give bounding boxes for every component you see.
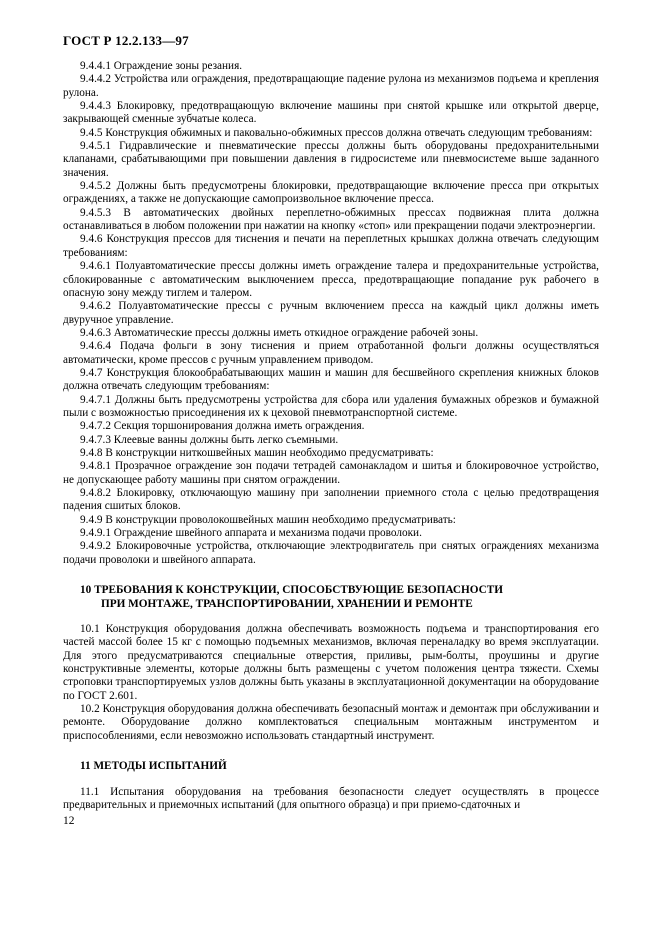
paragraph: 9.4.7.2 Секция торшонирования должна иметь ограждения. bbox=[80, 420, 365, 433]
paragraph: 9.4.8 В конструкции ниткошвейных машин необходимо предусматривать: bbox=[80, 446, 434, 459]
document-header: ГОСТ Р 12.2.133—97 bbox=[63, 33, 189, 48]
section-10-title bbox=[63, 584, 599, 611]
paragraph: 9.4.9 В конструкции проволокошвейных машин необходимо предусматривать: bbox=[80, 513, 456, 526]
paragraph: 9.4.5.2 Должны быть предусмотрены блокировки, предотвращающие включение пресса при открытых ограждениях, а также не допускающие самопроизвольное включение пресса. bbox=[63, 180, 599, 206]
paragraph: 11.1 Испытания оборудования на требования безопасности следует осуществлять в процессе предварительных и приемочных испытаний (для опытного образца) и при приемо-сдаточных и bbox=[63, 785, 599, 811]
paragraph: 9.4.5.3 В автоматических двойных переплетно-обжимных прессах подвижная плита должна останавливаться в любом положении при нажатии на кнопку «стоп» или прекращении подачи электроэнергии. bbox=[63, 206, 599, 233]
section-title-line: 10 ТРЕБОВАНИЯ К КОНСТРУКЦИИ, СПОСОБСТВУЮЩИЕ БЕЗОПАСНОСТИ bbox=[80, 584, 504, 597]
paragraph: 9.4.4.3 Блокировку, предотвращающую включение машины при снятой крышке или открытой дверце, закрывающей сменные зубчатые колеса. bbox=[63, 100, 599, 126]
section-11-title: 11 МЕТОДЫ ИСПЫТАНИЙ bbox=[80, 760, 227, 773]
paragraph: 9.4.7.3 Клеевые ванны должны быть легко съемными. bbox=[80, 433, 339, 446]
paragraph: 9.4.5 Конструкция обжимных и паковально-обжимных прессов должна отвечать следующим требованиям: bbox=[80, 126, 593, 139]
paragraph: 9.4.6 Конструкция прессов для тиснения и печати на переплетных крышках должна отвечать следующим требованиям: bbox=[63, 233, 599, 259]
paragraph: 9.4.4.2 Устройства или ограждения, предотвращающие падение рулона из механизмов подъема и крепления рулона. bbox=[63, 73, 599, 99]
paragraph: 9.4.6.1 Полуавтоматические прессы должны иметь ограждение талера и предохранительные устройства, сблокированные с автоматическим выключением пресса, предотвращающие попадание рук рабочего в опасную зону между тиглем и талером. bbox=[63, 260, 599, 299]
paragraph: 9.4.6.3 Автоматические прессы должны иметь откидное ограждение рабочей зоны. bbox=[80, 326, 479, 339]
section-title-line: ПРИ МОНТАЖЕ, ТРАНСПОРТИРОВАНИИ, ХРАНЕНИИ И РЕМОНТЕ bbox=[101, 597, 473, 610]
page-body bbox=[63, 60, 599, 812]
paragraph: 9.4.9.1 Ограждение швейного аппарата и механизма подачи проволоки. bbox=[80, 527, 422, 540]
paragraph: 9.4.6.4 Подача фольги в зону тиснения и прием отработанной фольги должны осуществляться автоматически, кроме прессов с ручным управлением приводом. bbox=[63, 340, 599, 366]
paragraph: 9.4.9.2 Блокировочные устройства, отключающие электродвигатель при снятых ограждениях механизма подачи проволоки и швейного аппарата. bbox=[63, 540, 599, 566]
paragraph: 10.2 Конструкция оборудования должна обеспечивать безопасный монтаж и демонтаж при обслуживании и ремонте. Оборудование должно комплектоваться специальным монтажным инструментом и приспособлениями, если невозможно использовать стандартный инструмент. bbox=[63, 703, 599, 742]
paragraph: 9.4.8.2 Блокировку, отключающую машину при заполнении приемного стола с целью предотвращения падения сшитых блоков. bbox=[63, 487, 599, 513]
paragraph: 9.4.8.1 Прозрачное ограждение зон подачи тетрадей самонакладом и шитья и блокировочное устройство, не допускающее работу машины при снятом ограждении. bbox=[63, 460, 599, 486]
paragraph: 9.4.6.2 Полуавтоматические прессы с ручным включением пресса на каждый цикл должны иметь двуручное управление. bbox=[63, 300, 599, 326]
paragraph: 10.1 Конструкция оборудования должна обеспечивать возможность подъема и транспортирования его частей массой более 15 кг с помощью подъемных механизмов, включая переналадку во время эксплуатации. Для этого предусматриваются специальные отверстия, приливы, рым-болты, проушины и другие конструктивные элементы, которые должны быть размещены с учетом положения центра тяжести. Схемы строповки транспортируемых узлов должны быть указаны в эксплуатационной документации на оборудование по ГОСТ 2.601. bbox=[63, 623, 599, 702]
page-number: 12 bbox=[63, 815, 75, 827]
paragraph: 9.4.5.1 Гидравлические и пневматические прессы должны быть оборудованы предохранительными клапанами, срабатывающими при повышении давления в гидросистеме или пневмосистеме выше заданного значения. bbox=[63, 140, 599, 179]
section-9-4-paragraphs bbox=[63, 60, 599, 567]
paragraph: 9.4.7 Конструкция блокообрабатывающих машин и машин для бесшвейного скрепления книжных блоков должна отвечать следующим требованиям: bbox=[63, 366, 599, 393]
paragraph: 9.4.4.1 Ограждение зоны резания. bbox=[80, 60, 243, 72]
paragraph: 9.4.7.1 Должны быть предусмотрены устройства для сбора или удаления бумажных обрезков и бумажной пыли с возможностью присоединения их к цеховой пневмотранспортной системе. bbox=[63, 393, 599, 419]
